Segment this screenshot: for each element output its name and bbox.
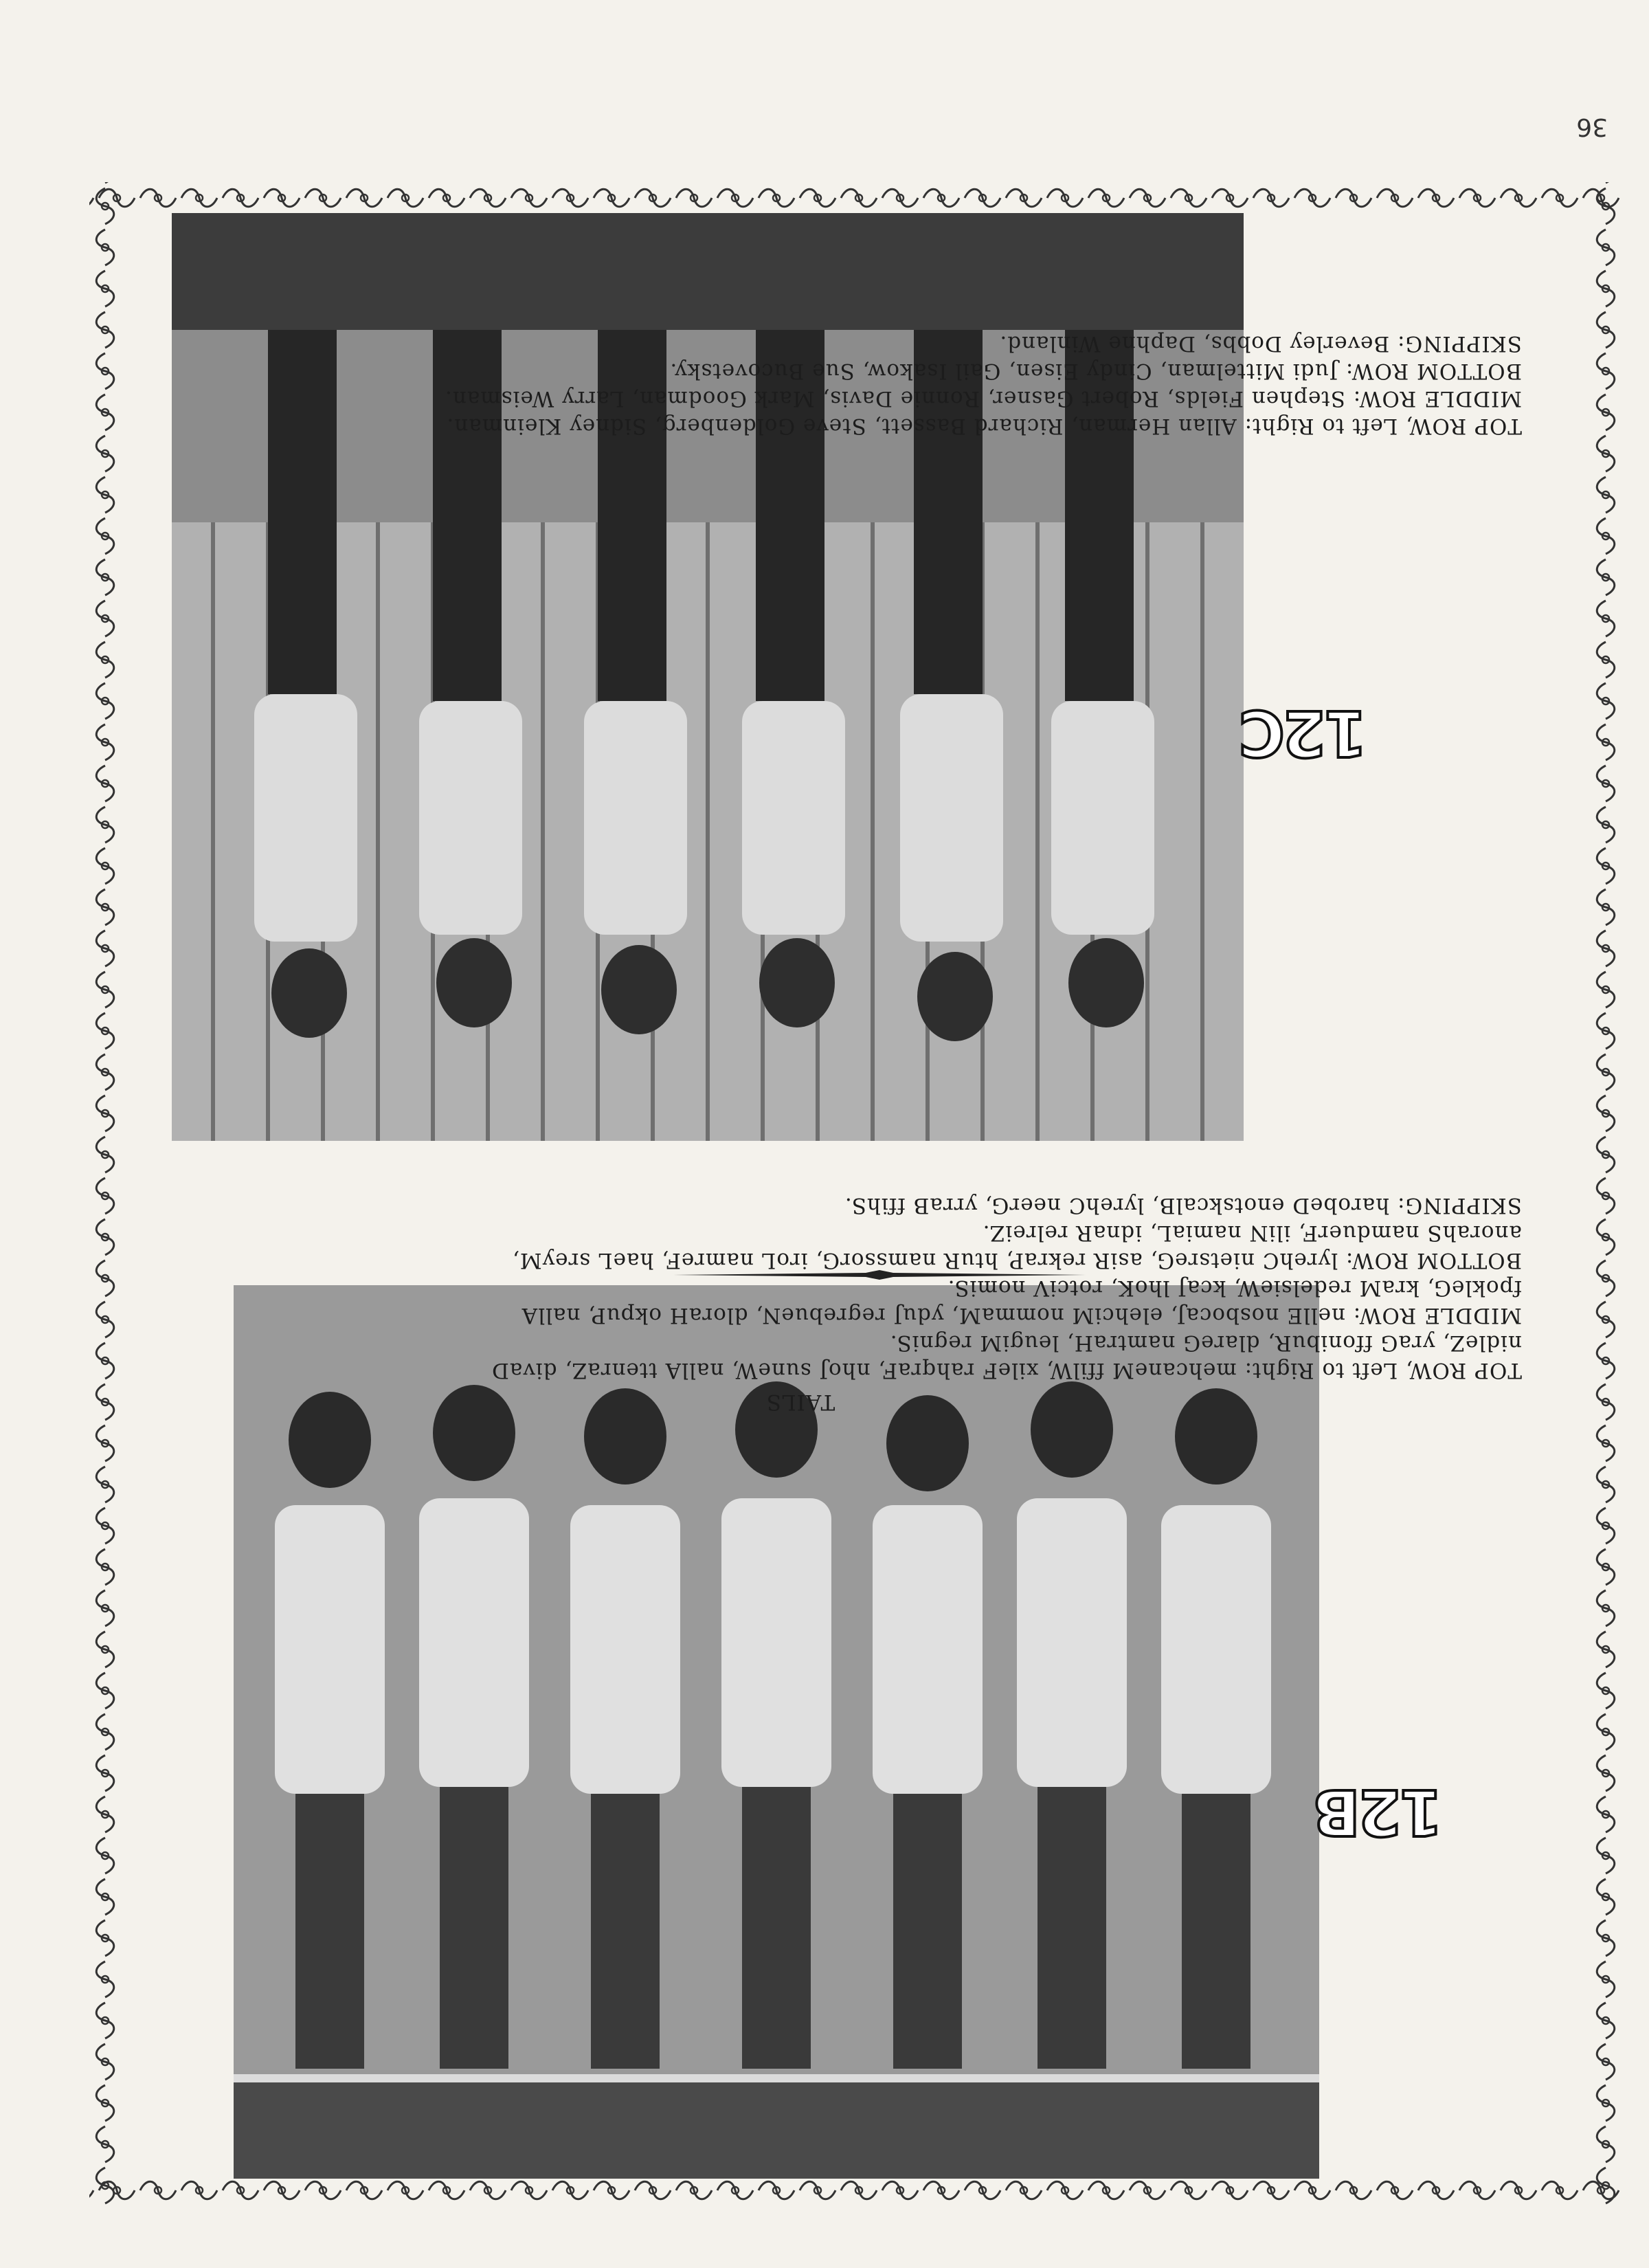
caption-line: MIDDLE ROW: nellE nosbocaJ, elehciM nommaM, yduJ regrebueN, dloraH okpuP, nallA (521, 1303, 1522, 1328)
caption-line: SKIPPING: harobeD enotskcalB, lyrehC neerG, yrraB ffihS. (844, 1193, 1522, 1218)
caption-line: BOTTOM ROW: Judi Mittelman, Cindy Eisen, Gail Isakow, Sue Bucovetsky. (669, 359, 1522, 383)
caption-line: anorahS namduerF, iliN namiaL, idnaR relreiZ. (982, 1221, 1522, 1245)
border-left (1590, 182, 1622, 2206)
caption-line: SKIPPING: Beverley Dobbs, Daphne Winland. (999, 331, 1522, 356)
class-mark-12c: 12C (1241, 696, 1367, 770)
caption-line: TOP ROW, Left to Right: mehcaneM ffilW, xileF rahqraF, nhoJ suneW, nallA ttenraZ, divaD (491, 1358, 1522, 1383)
border-top (89, 2175, 1622, 2206)
class-photo-12b (234, 1285, 1319, 2179)
caption-line: BOTTOM ROW: lyrehC nietsreG, asiR rekraP, htuR namssorG, iroL namreF, haeL sreyM, (512, 1248, 1522, 1273)
class-mark-12b: 12B (1314, 1775, 1443, 1849)
caption-upper-block (79, 330, 1522, 440)
caption-line: MIDDLE ROW: Stephen Fields, Robert Gasner, Ronnie Davis, Mark Goodman, Larry Weisman. (445, 386, 1522, 411)
page-number: 36 (1576, 113, 1608, 141)
caption-line: fpokleG, kraM redelsieW, kcaJ lhoK, rotciV nomiS. (947, 1276, 1522, 1300)
caption-line: TOP ROW, Left to Right: Allan Herman, Richard Bassett, Steve Goldenberg, Sidney Kleinman. (446, 414, 1522, 438)
caption-line: nidleZ, yraG ffonibuR, dlareG namtraH, leugiM regniS. (889, 1331, 1522, 1355)
caption-lower-block (79, 1192, 1522, 1416)
caption-heading: TAILS (765, 1390, 835, 1414)
border-bottom (89, 182, 1622, 214)
